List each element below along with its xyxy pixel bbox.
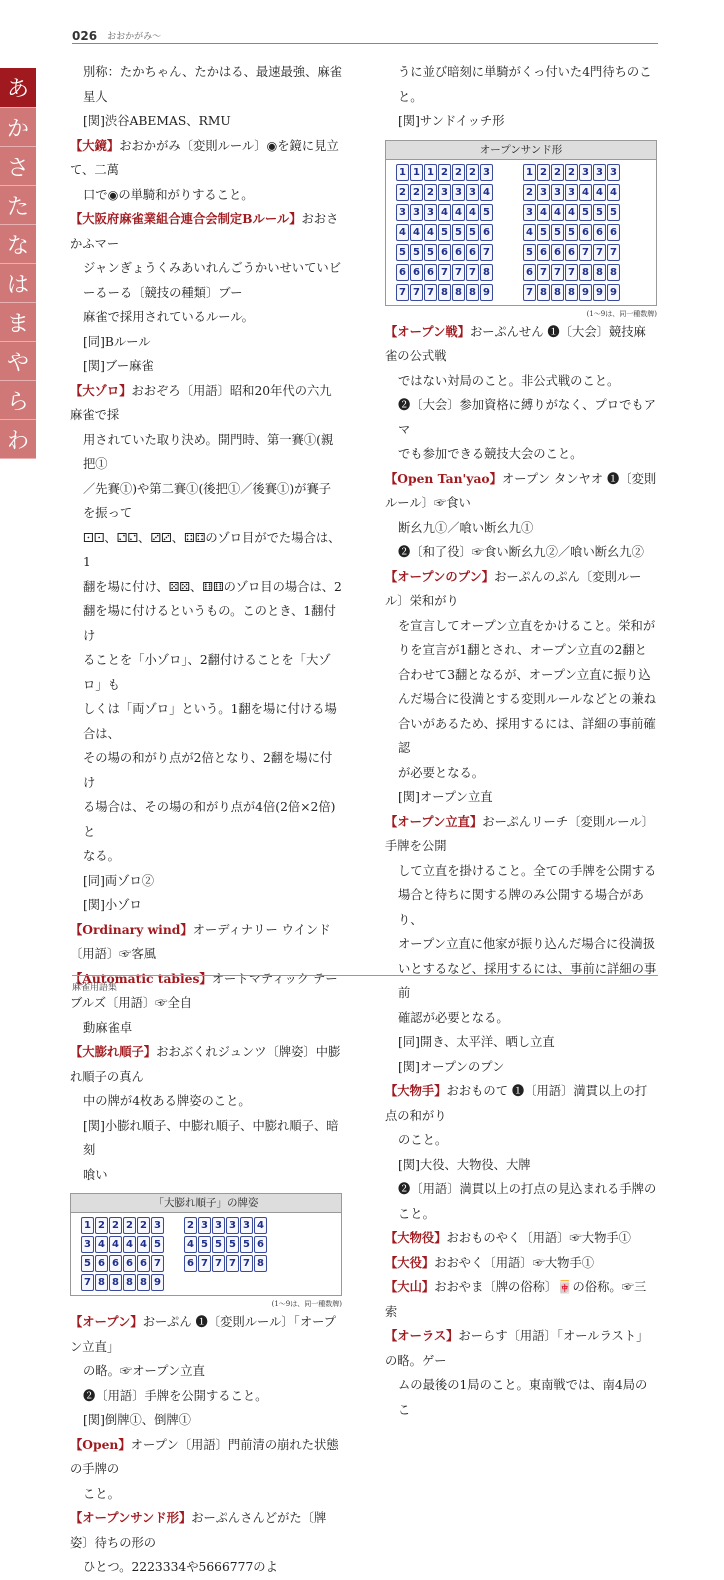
text-line: 口で◉の単騎和がりすること。 — [83, 187, 254, 202]
tile: 8 — [95, 1274, 108, 1291]
tile: 2 — [523, 184, 536, 201]
text-line: 場合と待ちに関する牌のみ公開する場合があり、 — [398, 888, 644, 927]
tile: 6 — [109, 1255, 122, 1272]
tile-row — [396, 264, 493, 281]
text-line: 喰い — [83, 1167, 108, 1182]
tile: 8 — [480, 264, 493, 281]
tile-row — [81, 1236, 164, 1253]
tile: 7 — [480, 244, 493, 261]
tile: 2 — [565, 164, 578, 181]
text-line: [関]倒牌①、倒牌① — [83, 1413, 191, 1427]
text-line: 翻を場に付け、⚄⚄、⚅⚅のゾロ目の場合は、2 — [83, 579, 342, 594]
tile: 3 — [551, 184, 564, 201]
tile: 2 — [410, 184, 423, 201]
tile: 3 — [523, 204, 536, 221]
tile-row — [523, 164, 620, 181]
text-line: [関]渋谷ABEMAS、RMU — [83, 114, 231, 128]
tile: 5 — [523, 244, 536, 261]
tile-row — [396, 164, 493, 181]
text-line: その場の和がり点が2倍となり、2翻を場に付け — [83, 751, 333, 790]
tile: 7 — [396, 284, 409, 301]
tile: 3 — [480, 164, 493, 181]
tile: 6 — [537, 244, 550, 261]
tile: 2 — [184, 1217, 197, 1234]
text-line: 確認が必要となる。 — [398, 1010, 509, 1025]
tile: 8 — [537, 284, 550, 301]
text-line: [同]両ゾロ② — [83, 873, 155, 888]
index-tab: は — [0, 264, 36, 303]
text-line: 【大物役】おおものやく〔用語〕☞大物手① — [385, 1230, 631, 1245]
tile-row — [396, 224, 493, 241]
tile: 7 — [593, 244, 606, 261]
tile-row — [396, 284, 493, 301]
text-line: [関]小膨れ順子、中膨れ順子、中膨れ順子、暗刻 — [83, 1118, 339, 1157]
tile-row — [523, 264, 620, 281]
tile-row — [184, 1236, 267, 1253]
tile: 7 — [466, 264, 479, 281]
tile: 6 — [480, 224, 493, 241]
tile: 5 — [240, 1236, 253, 1253]
tile: 7 — [565, 264, 578, 281]
tile-row — [523, 184, 620, 201]
text-line: 動麻雀卓 — [83, 1020, 133, 1035]
tile-table-1 — [70, 1193, 342, 1296]
tile: 9 — [151, 1274, 164, 1291]
index-tab: や — [0, 342, 36, 381]
tile: 7 — [151, 1255, 164, 1272]
tile: 3 — [396, 204, 409, 221]
tile: 2 — [123, 1217, 136, 1234]
tile: 2 — [137, 1217, 150, 1234]
tile: 4 — [184, 1236, 197, 1253]
tile: 6 — [452, 244, 465, 261]
text-line: 合いがあるため、採用するには、詳細の事前確認 — [398, 716, 656, 755]
tile: 1 — [410, 164, 423, 181]
right-column — [385, 60, 657, 1422]
text-line: 【オープン】おーぷん ❶〔変則ルール〕「オープン立直」 — [70, 1314, 337, 1354]
text-line: 【オープン立直】おーぷんリーチ〔変則ルール〕手牌を公開 — [385, 813, 654, 853]
text-line: 【大役】おおやく〔用語〕☞大物手① — [385, 1254, 595, 1270]
tile-row — [81, 1217, 164, 1234]
text-line: 【大膨れ順子】おおぶくれジュンツ〔牌姿〕中膨れ順子の真ん — [70, 1044, 341, 1084]
text-line: 【大阪府麻雀業組合連合会制定Bルール】おおさかふマー — [70, 211, 339, 251]
tile-row — [184, 1255, 267, 1272]
tile: 4 — [410, 224, 423, 241]
tile: 7 — [424, 284, 437, 301]
tile: 2 — [396, 184, 409, 201]
tile: 2 — [551, 164, 564, 181]
tile: 2 — [95, 1217, 108, 1234]
text-line: 別称：たかちゃん、たかはる、最速最強、麻雀星人 — [83, 65, 342, 104]
tile: 3 — [198, 1217, 211, 1234]
tile: 4 — [396, 224, 409, 241]
tile: 6 — [254, 1236, 267, 1253]
tile: 6 — [551, 244, 564, 261]
text-line: 【オープンのプン】おーぷんのぷん〔変則ルール〕栄和がり — [385, 568, 642, 608]
text-line: ❷〔用語〕手牌を公開すること。 — [83, 1388, 268, 1403]
tile: 7 — [607, 244, 620, 261]
tile: 5 — [551, 224, 564, 241]
text-line: でも参加できる競技大会のこと。 — [398, 447, 583, 461]
tile: 4 — [109, 1236, 122, 1253]
tile: 6 — [593, 224, 606, 241]
tile: 3 — [537, 184, 550, 201]
tile: 6 — [137, 1255, 150, 1272]
text-line: 麻雀で採用されているルール。 — [83, 310, 254, 324]
tile: 5 — [607, 204, 620, 221]
tile-row — [523, 284, 620, 301]
tile: 8 — [579, 264, 592, 281]
tile-row — [523, 204, 620, 221]
tile: 8 — [109, 1274, 122, 1291]
tile: 6 — [607, 224, 620, 241]
tile: 4 — [137, 1236, 150, 1253]
tile-row — [396, 244, 493, 261]
tile: 1 — [523, 164, 536, 181]
tile: 2 — [537, 164, 550, 181]
text-line: 中の牌が4枚ある牌姿のこと。 — [83, 1094, 251, 1108]
tile: 3 — [240, 1217, 253, 1234]
text-line: 【大物手】おおものて ❶〔用語〕満貫以上の打点の和がり — [385, 1083, 648, 1123]
text-line: しくは「両ゾロ」という。1翻を場に付ける場合は、 — [83, 702, 337, 741]
tile: 9 — [480, 284, 493, 301]
tile: 8 — [137, 1274, 150, 1291]
tile: 5 — [480, 204, 493, 221]
tile: 5 — [424, 244, 437, 261]
text-line: 【大山】おおやま〔牌の俗称〕🀄の俗称。☞三索 — [385, 1279, 647, 1319]
text-line: のこと。 — [398, 1133, 448, 1147]
text-line: ではない対局のこと。非公式戦のこと。 — [398, 373, 620, 388]
text-line: が必要となる。 — [398, 765, 485, 780]
text-line: ❷〔大会〕参加資格に縛りがなく、プロでもアマ — [398, 398, 656, 437]
tile: 7 — [81, 1274, 94, 1291]
tile: 5 — [593, 204, 606, 221]
tile: 3 — [565, 184, 578, 201]
tile: 2 — [466, 164, 479, 181]
text-line: ひとつ。2223334や5666777のよ — [83, 1560, 278, 1574]
tile: 3 — [452, 184, 465, 201]
tile: 5 — [452, 224, 465, 241]
tile: 3 — [151, 1217, 164, 1234]
tile: 6 — [438, 244, 451, 261]
tile: 6 — [396, 264, 409, 281]
text-line: [関]大役、大物役、大牌 — [398, 1157, 531, 1172]
tile-row — [523, 224, 620, 241]
tile: 3 — [466, 184, 479, 201]
text-line: る場合は、その場の和がり点が4倍(2倍×2倍)と — [83, 800, 336, 839]
tile: 8 — [438, 284, 451, 301]
tile: 6 — [579, 224, 592, 241]
tile: 3 — [81, 1236, 94, 1253]
tile: 7 — [452, 264, 465, 281]
text-line: うに並び暗刻に単騎がくっ付いた4門待ちのこと。 — [398, 65, 652, 104]
tile: 8 — [565, 284, 578, 301]
tile: 7 — [523, 284, 536, 301]
text-line: 【オープンサンド形】おーぷんさんどがた〔牌姿〕待ちの形の — [70, 1510, 327, 1550]
tile: 6 — [123, 1255, 136, 1272]
text-line: 【Ordinary wind】オーディナリー ウインド〔用語〕☞客風 — [70, 921, 331, 961]
tile: 6 — [466, 244, 479, 261]
tile: 6 — [523, 264, 536, 281]
running-header — [72, 26, 658, 44]
index-tab: た — [0, 186, 36, 225]
tile: 1 — [396, 164, 409, 181]
tile: 7 — [410, 284, 423, 301]
tile: 7 — [226, 1255, 239, 1272]
text-line: 【大鏡】おおかがみ〔変則ルール〕◉を鏡に見立て、二萬 — [70, 137, 339, 177]
tile: 5 — [151, 1236, 164, 1253]
tile: 3 — [212, 1217, 225, 1234]
text-line: オープン立直に他家が振り込んだ場合に役満扱 — [398, 937, 656, 951]
tile: 8 — [551, 284, 564, 301]
text-line: ジャンぎょうくみあいれんごうかいせいていビーるーる〔競技の種類〕ブー — [83, 261, 341, 300]
text-line: [同]開き、太平洋、晒し立直 — [398, 1035, 555, 1049]
text-line: いとするなど、採用するには、事前に詳細の事前 — [398, 961, 657, 1000]
text-line: ❷〔用語〕満貫以上の打点の見込まれる手牌のこと。 — [398, 1182, 657, 1221]
tile: 5 — [396, 244, 409, 261]
tile: 5 — [565, 224, 578, 241]
tile: 4 — [466, 204, 479, 221]
text-line: [関]オープンのプン — [398, 1059, 505, 1074]
tile: 4 — [523, 224, 536, 241]
text-line: の略。☞オープン立直 — [83, 1364, 205, 1378]
text-line: ⚀⚀、⚁⚁、⚂⚂、⚃⚃のゾロ目がでた場合は、1 — [83, 530, 341, 569]
tile-table-2 — [385, 140, 657, 306]
tile: 6 — [424, 264, 437, 281]
text-line: こと。 — [83, 1486, 120, 1501]
text-line: ／先賽①)や第二賽①(後把①／後賽①)が賽子を振って — [83, 481, 332, 520]
tile: 3 — [226, 1217, 239, 1234]
text-line: 【Open】オープン〔用語〕門前清の崩れた状態の手牌の — [70, 1436, 339, 1476]
tile: 4 — [480, 184, 493, 201]
tile-row — [396, 204, 493, 221]
tile: 5 — [579, 204, 592, 221]
tile: 6 — [184, 1255, 197, 1272]
tile: 5 — [212, 1236, 225, 1253]
tile: 8 — [593, 264, 606, 281]
text-line: 合わせて3翻となるが、オープン立直に振り込 — [398, 667, 651, 682]
tile: 2 — [424, 184, 437, 201]
tile: 6 — [95, 1255, 108, 1272]
tile: 6 — [565, 244, 578, 261]
text-line: 断幺九①／喰い断幺九① — [398, 520, 534, 535]
tile: 7 — [579, 244, 592, 261]
index-tab: ま — [0, 303, 36, 342]
text-line: 【Automatic tables】オートマティック テーブルズ〔用語〕☞全自 — [70, 970, 338, 1010]
tile-row — [81, 1274, 164, 1291]
text-line: 【オーラス】おーらす〔用語〕「オールラスト」の略。ゲー — [385, 1328, 649, 1368]
tile: 5 — [537, 224, 550, 241]
tile: 7 — [438, 264, 451, 281]
tile: 4 — [95, 1236, 108, 1253]
text-line: して立直を掛けること。全ての手牌を公開する — [398, 863, 657, 878]
table-title: 「大膨れ順子」の牌姿 — [71, 1194, 341, 1213]
tile: 7 — [551, 264, 564, 281]
tile: 4 — [551, 204, 564, 221]
tile: 4 — [607, 184, 620, 201]
tile: 3 — [410, 204, 423, 221]
tile: 7 — [212, 1255, 225, 1272]
index-tab: か — [0, 108, 36, 147]
tile: 4 — [565, 204, 578, 221]
footer: 麻雀用語集 — [72, 975, 658, 993]
text-line: [関]ブー麻雀 — [83, 359, 154, 373]
index-tab: さ — [0, 147, 36, 186]
text-line: んだ場合に役満とする変則ルールなどとの兼ね — [398, 692, 656, 706]
tile: 4 — [537, 204, 550, 221]
tile: 3 — [607, 164, 620, 181]
tile: 5 — [410, 244, 423, 261]
tile: 4 — [593, 184, 606, 201]
page-number: 026 — [72, 29, 98, 43]
tile-row — [523, 244, 620, 261]
text-line: [同]Bルール — [83, 334, 151, 349]
tile: 4 — [123, 1236, 136, 1253]
table-note: (1〜9は、同一種数牌) — [586, 309, 657, 318]
tile: 7 — [537, 264, 550, 281]
tile: 5 — [226, 1236, 239, 1253]
index-tab: な — [0, 225, 36, 264]
tile: 3 — [438, 184, 451, 201]
tile: 5 — [438, 224, 451, 241]
tile: 9 — [593, 284, 606, 301]
tile: 9 — [607, 284, 620, 301]
left-column — [70, 60, 342, 1580]
tile: 4 — [438, 204, 451, 221]
text-line: を宣言してオープン立直をかけること。栄和が — [398, 618, 656, 633]
tile: 3 — [593, 164, 606, 181]
tile-row — [184, 1217, 267, 1234]
tile: 7 — [240, 1255, 253, 1272]
tile: 4 — [452, 204, 465, 221]
tile: 4 — [424, 224, 437, 241]
table-title: オープンサンド形 — [386, 141, 656, 160]
header-subtitle: おおかがみ〜 — [107, 32, 162, 42]
tile: 3 — [579, 164, 592, 181]
index-tab: ら — [0, 381, 36, 420]
text-line: りを宣言が1翻とされ、オープン立直の2翻と — [398, 643, 647, 657]
index-tab: わ — [0, 420, 36, 459]
text-line: ムの最後の1局のこと。東南戦では、南4局のこ — [398, 1378, 648, 1417]
tile-row — [81, 1255, 164, 1272]
tile: 5 — [81, 1255, 94, 1272]
tile: 2 — [452, 164, 465, 181]
tile: 3 — [424, 204, 437, 221]
tile: 9 — [579, 284, 592, 301]
table-note: (1〜9は、同一種数牌) — [271, 1300, 342, 1308]
tile: 6 — [410, 264, 423, 281]
tile: 8 — [254, 1255, 267, 1272]
text-line: ❷〔和了役〕☞食い断幺九②／喰い断幺九② — [398, 545, 644, 559]
text-line: [関]小ゾロ — [83, 898, 142, 912]
text-line: [関]オープン立直 — [398, 790, 493, 804]
tile: 4 — [579, 184, 592, 201]
tile: 8 — [466, 284, 479, 301]
tile-row — [396, 184, 493, 201]
tile: 1 — [424, 164, 437, 181]
text-line: 翻を場に付けるというもの。このとき、1翻付け — [83, 604, 336, 643]
tile: 7 — [198, 1255, 211, 1272]
tile: 2 — [109, 1217, 122, 1234]
text-line: 【Open Tan'yao】オープン タンヤオ ❶〔変則ルール〕☞食い — [385, 470, 657, 510]
tile: 4 — [254, 1217, 267, 1234]
text-line: 【オープン戦】おーぷんせん ❶〔大会〕競技麻雀の公式戦 — [385, 323, 646, 363]
tile: 8 — [123, 1274, 136, 1291]
text-line: 用されていた取り決め。開門時、第一賽①(親把① — [83, 432, 334, 471]
text-line: [関]サンドイッチ形 — [398, 114, 505, 128]
index-tabs — [0, 68, 36, 459]
index-tab: あ — [0, 68, 36, 108]
tile: 5 — [466, 224, 479, 241]
tile: 8 — [452, 284, 465, 301]
tile: 5 — [198, 1236, 211, 1253]
tile: 8 — [607, 264, 620, 281]
text-line: ることを「小ゾロ」、2翻付けることを「大ゾロ」も — [83, 653, 331, 692]
text-line: なる。 — [83, 849, 120, 863]
tile: 2 — [438, 164, 451, 181]
tile: 1 — [81, 1217, 94, 1234]
text-line: 【大ゾロ】おおぞろ〔用語〕昭和20年代の六九麻雀で採 — [70, 382, 332, 422]
